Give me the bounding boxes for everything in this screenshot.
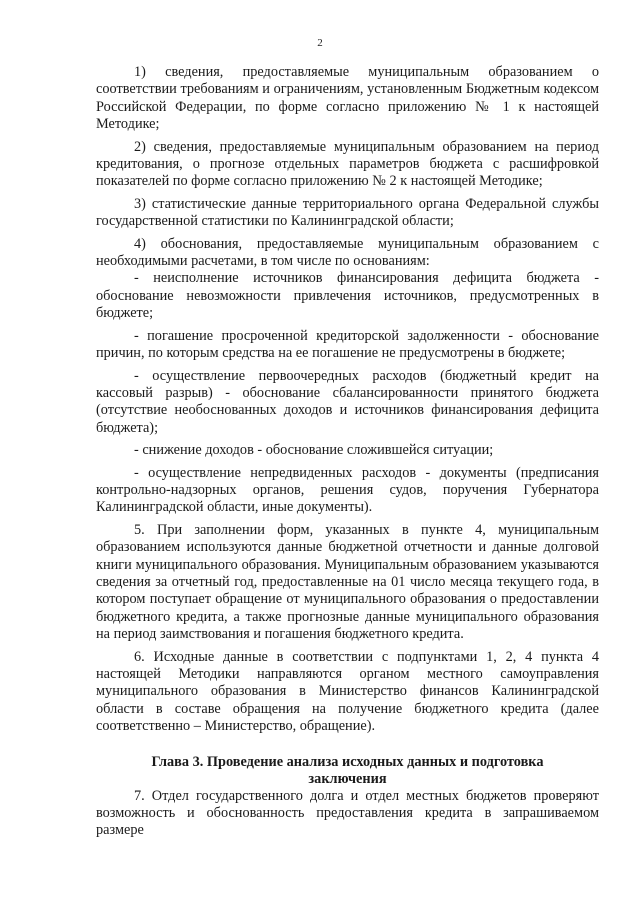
bullet-item-5: - осуществление непредвиденных расходов - документы (предписания контрольно-надзорных органов, решения судов, поручения Губернатора Калининградской области, иные документы). — [96, 464, 599, 516]
paragraph-item-4: 4) обоснования, предоставляемые муниципальным образованием с необходимыми расчетами, в том числе по основаниям: — [96, 235, 599, 270]
bullet-item-1: - неисполнение источников финансирования дефицита бюджета - обоснование невозможности привлечения источников, предусмотренных в бюджете; — [96, 270, 599, 322]
bullet-item-2: - погашение просроченной кредиторской задолженности - обоснование причин, по которым средства на ее погашение не предусмотрены в бюджете; — [96, 327, 599, 362]
paragraph-item-1: 1) сведения, предоставляемые муниципальным образованием о соответствии требованиям и ограничениям, установленным Бюджетным кодексом Российской Федерации, по форме согласно приложению № 1 к настоящей Методике; — [96, 64, 599, 133]
paragraph-item-6: 6. Исходные данные в соответствии с подпунктами 1, 2, 4 пункта 4 настоящей Методики направляются органом местного самоуправления муниципального образования в Министерство финансов Калининградской области в составе обращения на получение бюджетного кредита (далее соответственно – Министерство, обращение). — [96, 648, 599, 735]
paragraph-item-3: 3) статистические данные территориального органа Федеральной службы государственной статистики по Калининградской области; — [96, 195, 599, 230]
chapter-heading — [96, 754, 599, 788]
paragraph-item-7: 7. Отдел государственного долга и отдел местных бюджетов проверяют возможность и обоснованность предоставления кредита в запрашиваемом размере — [96, 787, 599, 839]
bullet-item-4: - снижение доходов - обоснование сложившейся ситуации; — [134, 442, 494, 459]
paragraph-item-2: 2) сведения, предоставляемые муниципальным образованием на период кредитования, о прогнозе отдельных параметров бюджета с расшифровкой показателей по форме согласно приложению № 2 к настоящей Методике; — [96, 138, 599, 190]
document-body — [96, 64, 599, 840]
chapter-heading-line-2: заключения — [308, 770, 387, 787]
bullet-item-3: - осуществление первоочередных расходов (бюджетный кредит на кассовый разрыв) - обоснование сбалансированности принятого бюджета (отсутствие необоснованных доходов и источников финансирования дефицита бюджета); — [96, 367, 599, 436]
paragraph-item-5: 5. При заполнении форм, указанных в пункте 4, муниципальным образованием используются данные бюджетной отчетности и данные долговой книги муниципального образования. Муниципальным образованием указываются сведения за отчетный год, предоставленные на 01 число месяца текущего года, в котором поступает обращение от муниципального образования о предоставлении бюджетного кредита, а также прогнозные данные муниципального образования на период заимствования и погашения бюджетного кредита. — [96, 521, 599, 643]
page-number: 2 — [317, 37, 323, 49]
chapter-heading-line-1: Глава 3. Проведение анализа исходных данных и подготовка — [151, 753, 544, 770]
